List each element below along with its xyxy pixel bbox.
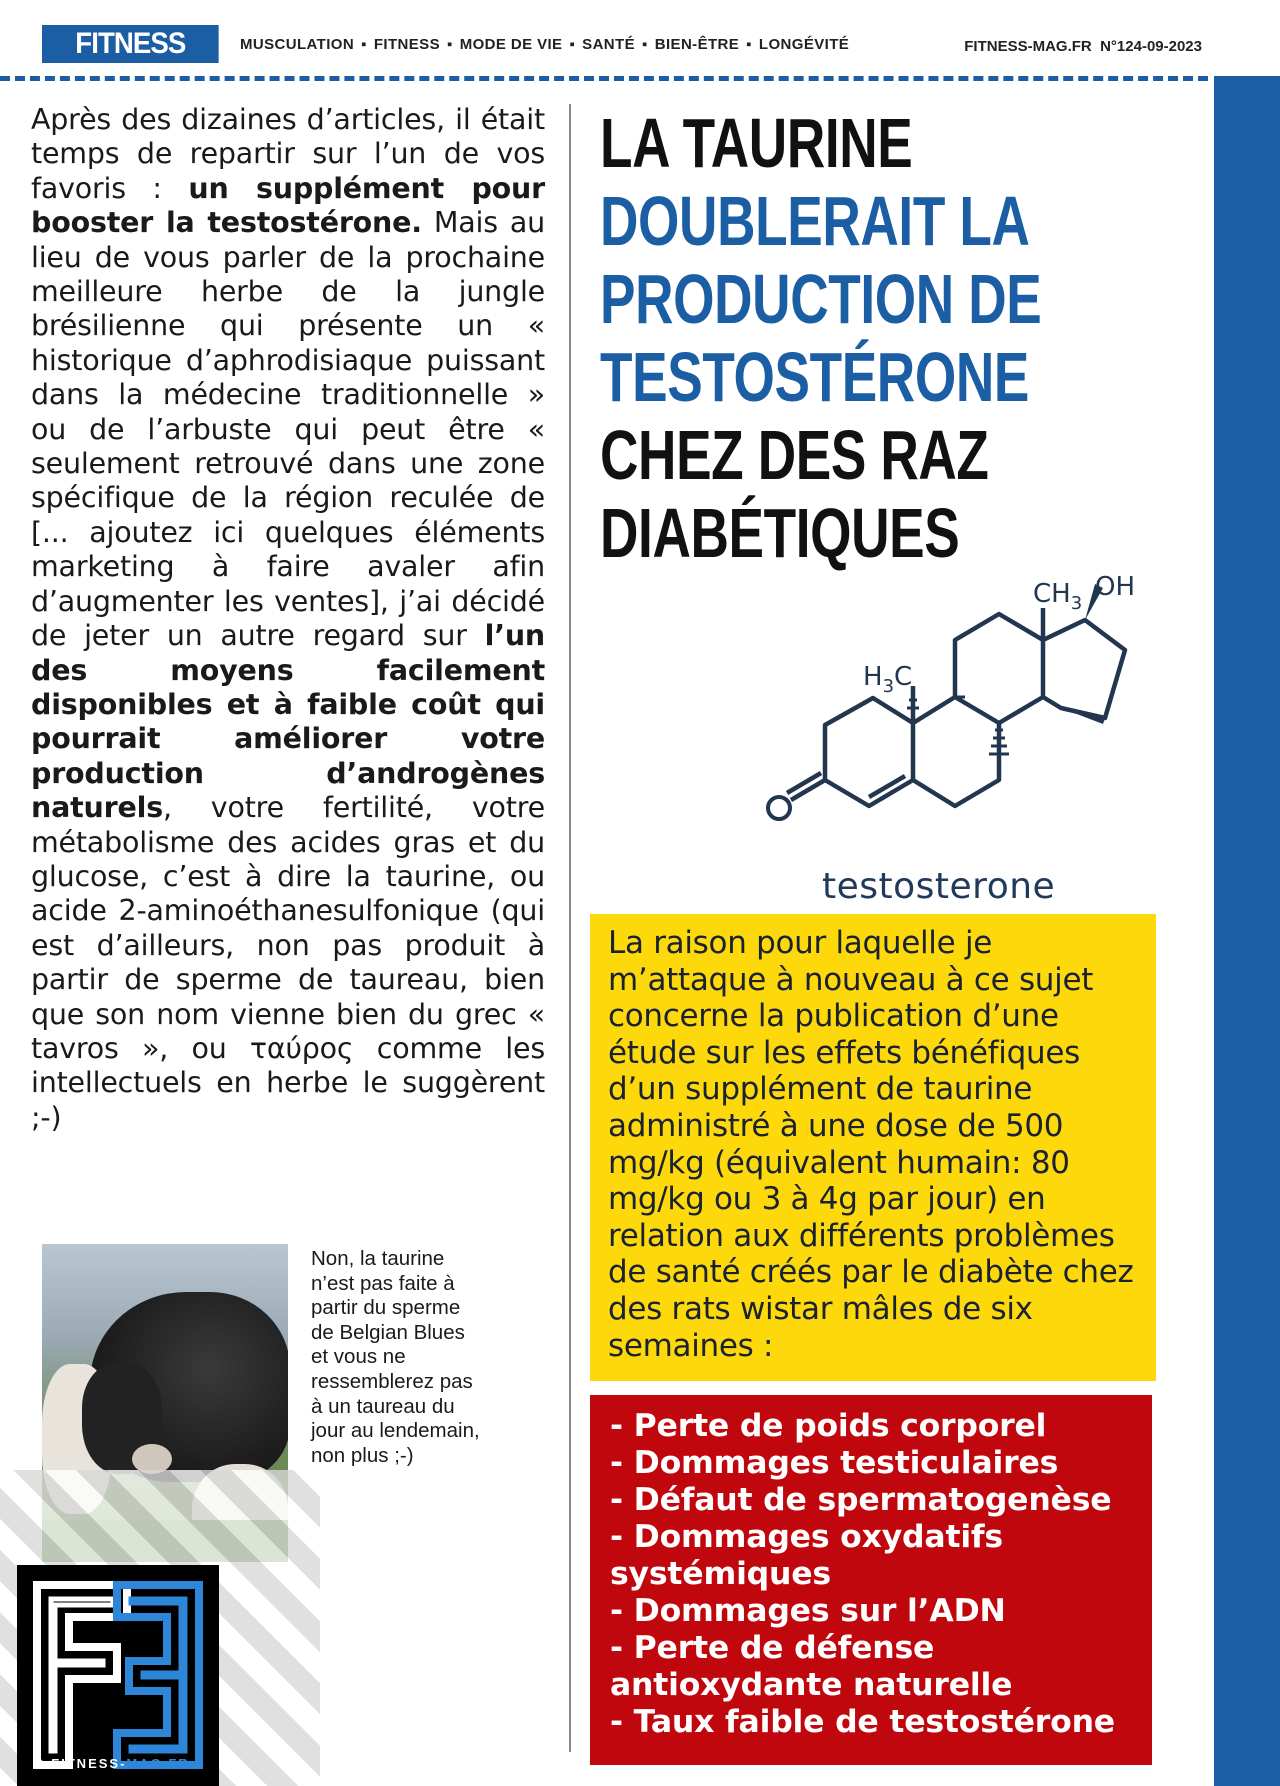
- nav-separator: ▪: [746, 36, 752, 53]
- site-link[interactable]: FITNESS-MAG.FR: [964, 38, 1092, 55]
- copyright-suffix: MAG.FR: [126, 1756, 190, 1771]
- section-nav: [240, 36, 849, 53]
- photo-caption: Non, la taurine n’est pas faite à partir du sperme de Belgian Blues et vous ne ressemblerez pas à un taureau du jour au lendemain, non plus ;-): [311, 1247, 480, 1467]
- body-text-segment: Après des dizaines d’articles, il était temps de repartir sur l’un de vos favoris :: [31, 103, 545, 205]
- headline-line: DOUBLERAIT LA: [600, 182, 1030, 260]
- headline-line: DIABÉTIQUES: [600, 494, 960, 572]
- copyright-notice: [34, 1756, 190, 1771]
- oxygen-atom: [768, 797, 790, 819]
- nav-item-mode-de-vie[interactable]: MODE DE VIE: [459, 36, 563, 53]
- health-problem-item: - Perte de poids corporel: [610, 1408, 1047, 1444]
- testosterone-molecule-diagram: [755, 560, 1155, 880]
- health-problem-item: - Taux faible de testostérone: [610, 1704, 1115, 1740]
- body-emphasis: l’un des moyens facilement disponibles et à faible coût qui pourrait améliorer votre production d’androgènes naturels: [31, 619, 545, 825]
- health-problem-item: - Perte de défense antioxydante naturelle: [610, 1630, 1013, 1703]
- headline-line: CHEZ DES RAZ: [600, 416, 989, 494]
- body-emphasis: un supplément pour booster la testostérone.: [31, 171, 545, 240]
- body-text-segment: Mais au lieu de vous parler de la prochaine meilleure herbe de la jungle brésilienne qui présente un « historique d’aphrodisiaque puissant dans la médecine traditionnelle » ou de l’arbuste qui peut être « seulement retrouvé dans une zone spécifique de la région reculée de [... ajoutez ici quelques éléments marketing à faire avaler afin d’augmenter les ventes], j’ai décidé de jeter un autre regard sur: [31, 206, 545, 653]
- nav-item-sante[interactable]: SANTÉ: [582, 36, 636, 53]
- issue-info: [964, 38, 1202, 55]
- nav-separator: ▪: [446, 36, 453, 53]
- right-edge-bar: [1214, 76, 1280, 1786]
- header-dashed-rule: [0, 76, 1208, 81]
- ch3-label: $CH_3$: [1033, 579, 1083, 614]
- health-problems-box: [590, 1395, 1152, 1765]
- molecule-label: testosterone: [822, 866, 1056, 907]
- column-divider: [569, 104, 571, 1752]
- headline-line: PRODUCTION DE: [600, 260, 1042, 338]
- study-intro-box: La raison pour laquelle je m’attaque à nouveau à ce sujet concerne la publication d’une étude sur les effets bénéfiques d’un supplément de taurine administré à une dose de 500 mg/kg (équivalent humain: 80 mg/kg ou 3 à 4g par jour) en relation aux différents problèmes de santé créés par le diabète chez des rats wistar mâles de six semaines :: [590, 914, 1156, 1381]
- body-text-segment: , votre fertilité, votre métabolisme des acides gras et du glucose, c’est à dire la taurine, ou acide 2-aminoéthanesulfonique (qui est d’ailleurs, non pas produit à partir de sperme de taureau, bien que son nom vienne bien du grec « tavros », ou ταύρος comme les intellectuels en herbe le suggèrent ;-): [31, 791, 545, 1134]
- f3-logo-icon: [17, 1565, 219, 1786]
- nav-separator: ▪: [642, 36, 648, 53]
- headline: [600, 104, 1042, 572]
- health-problem-item: - Dommages sur l’ADN: [610, 1593, 1006, 1629]
- health-problem-item: - Dommages testiculaires: [610, 1445, 1059, 1481]
- nav-item-longevite[interactable]: LONGÉVITÉ: [758, 36, 850, 53]
- nav-separator: ▪: [569, 36, 576, 53]
- oh-label: OH: [1095, 572, 1136, 602]
- h3c-label: $H_3C$: [863, 662, 913, 697]
- nav-separator: ▪: [361, 36, 367, 53]
- issue-number: N°124-09-2023: [1100, 38, 1202, 55]
- brand-logo[interactable]: FITNESS MAG: [42, 25, 219, 63]
- health-problem-item: - Dommages oxydatifs systémiques: [610, 1519, 1003, 1592]
- health-problem-item: - Défaut de spermatogenèse: [610, 1482, 1112, 1518]
- copyright-prefix: © FITNESS-: [34, 1756, 127, 1771]
- nav-item-bien-etre[interactable]: BIEN-ÊTRE: [654, 36, 740, 53]
- article-body: [31, 103, 545, 1135]
- headline-line: LA TAURINE: [600, 104, 913, 182]
- nav-item-fitness[interactable]: FITNESS: [373, 36, 440, 53]
- headline-line: TESTOSTÉRONE: [600, 338, 1029, 416]
- nav-item-musculation[interactable]: MUSCULATION: [240, 36, 355, 53]
- f3-logo: [17, 1565, 219, 1786]
- page-header: [0, 0, 1280, 98]
